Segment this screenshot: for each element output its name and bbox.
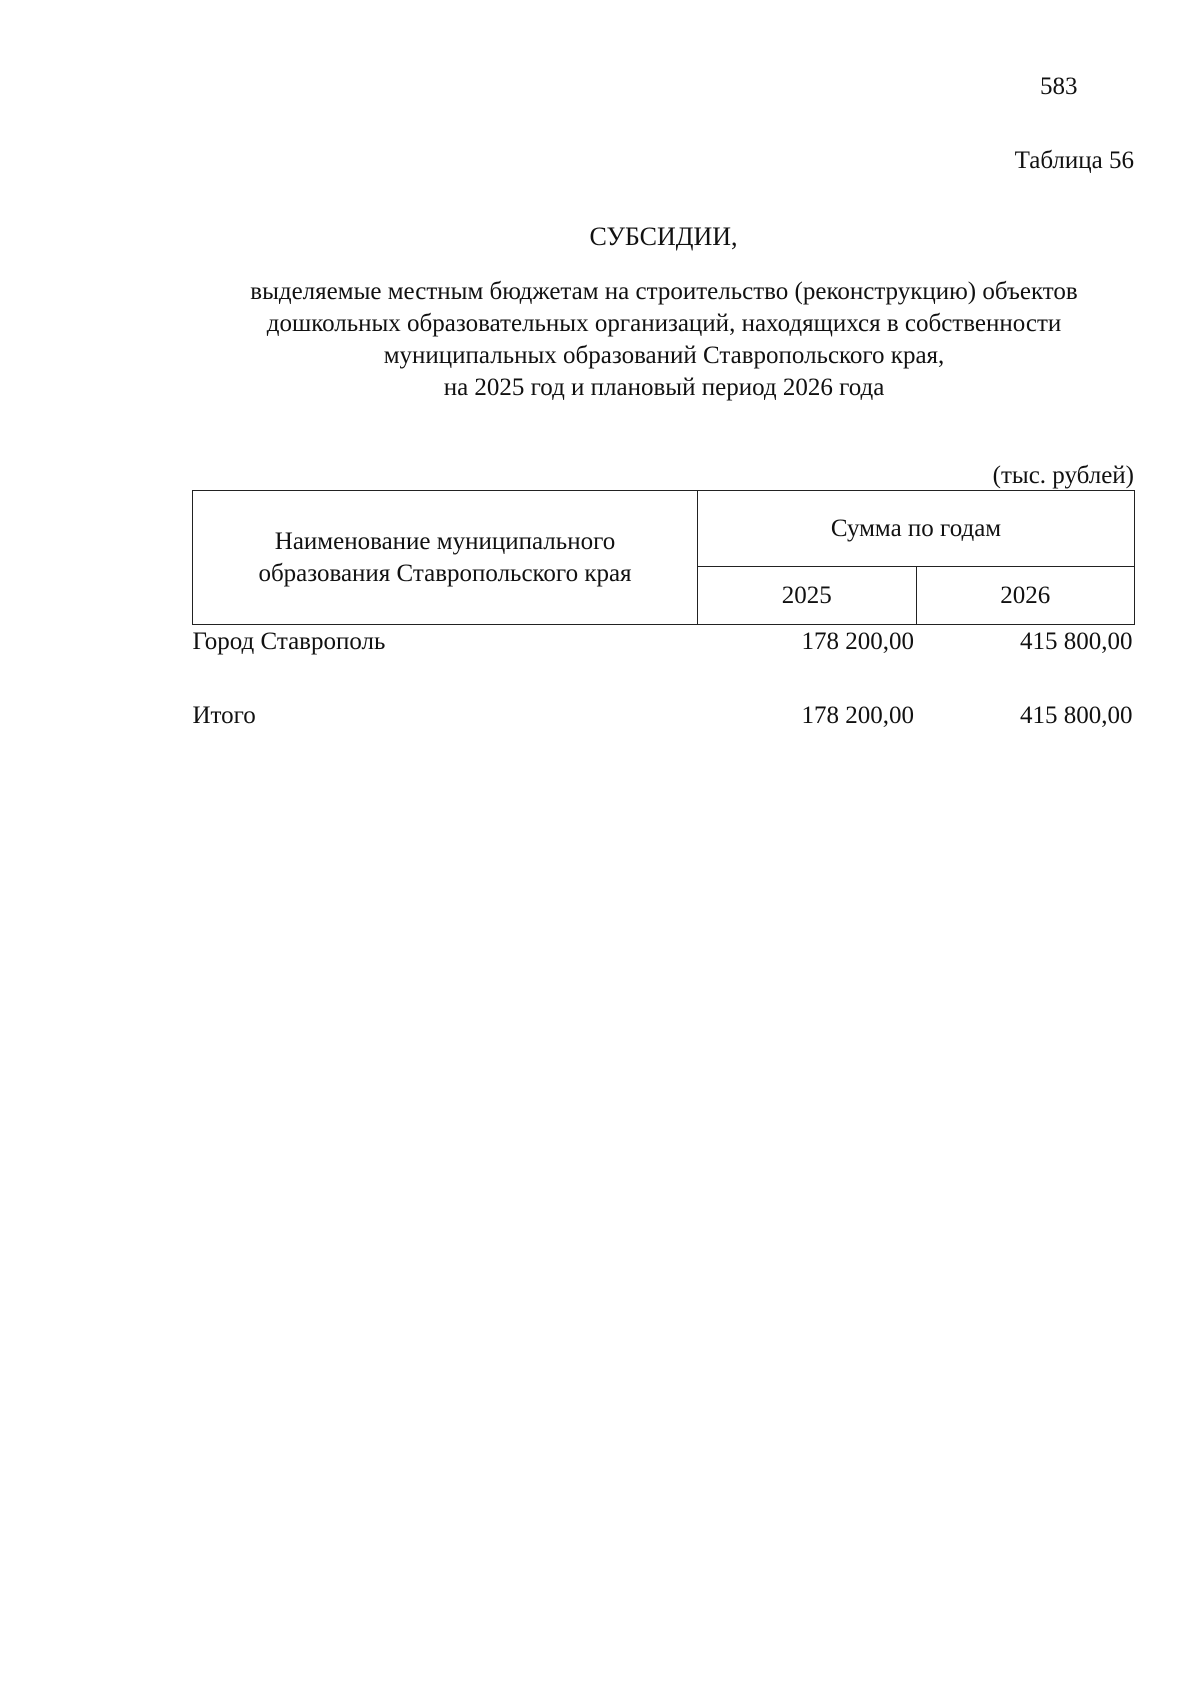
subtitle-line: муниципальных образований Ставропольского края, — [383, 342, 945, 369]
subtitle-line: выделяемые местным бюджетам на строительство (реконструкцию) объектов — [250, 278, 1078, 305]
total-2025-cell: 178 200,00 — [801, 702, 914, 729]
total-row — [193, 701, 1135, 737]
column-header-name — [193, 491, 698, 625]
table-number: Таблица 56 — [1014, 147, 1134, 174]
table-header — [193, 491, 1135, 625]
table-row — [193, 625, 1135, 702]
column-header-sum-by-years: Сумма по годам — [698, 491, 1135, 567]
total-label-cell: Итого — [192, 702, 256, 729]
municipality-name-cell: Город Ставрополь — [192, 628, 386, 655]
column-header-year-2025: 2025 — [698, 567, 917, 625]
subtitle-line: дошкольных образовательных организаций, находящихся в собственности — [266, 310, 1062, 337]
document-title: СУБСИДИИ, — [589, 222, 738, 251]
amount-2025-cell: 178 200,00 — [801, 628, 914, 655]
subsidies-table — [192, 490, 1135, 737]
page-number: 583 — [1040, 73, 1078, 100]
total-2026-cell: 415 800,00 — [1020, 702, 1133, 729]
amount-2026-cell: 415 800,00 — [1020, 628, 1133, 655]
subtitle-line: на 2025 год и плановый период 2026 года — [443, 374, 885, 401]
column-header-name-line: Наименование муниципального — [274, 527, 616, 555]
column-header-year-2026: 2026 — [916, 567, 1135, 625]
column-header-name-line: образования Ставропольского края — [258, 559, 632, 587]
table-body — [193, 625, 1135, 738]
document-subtitle — [190, 276, 1138, 404]
units-label: (тыс. рублей) — [992, 462, 1134, 489]
